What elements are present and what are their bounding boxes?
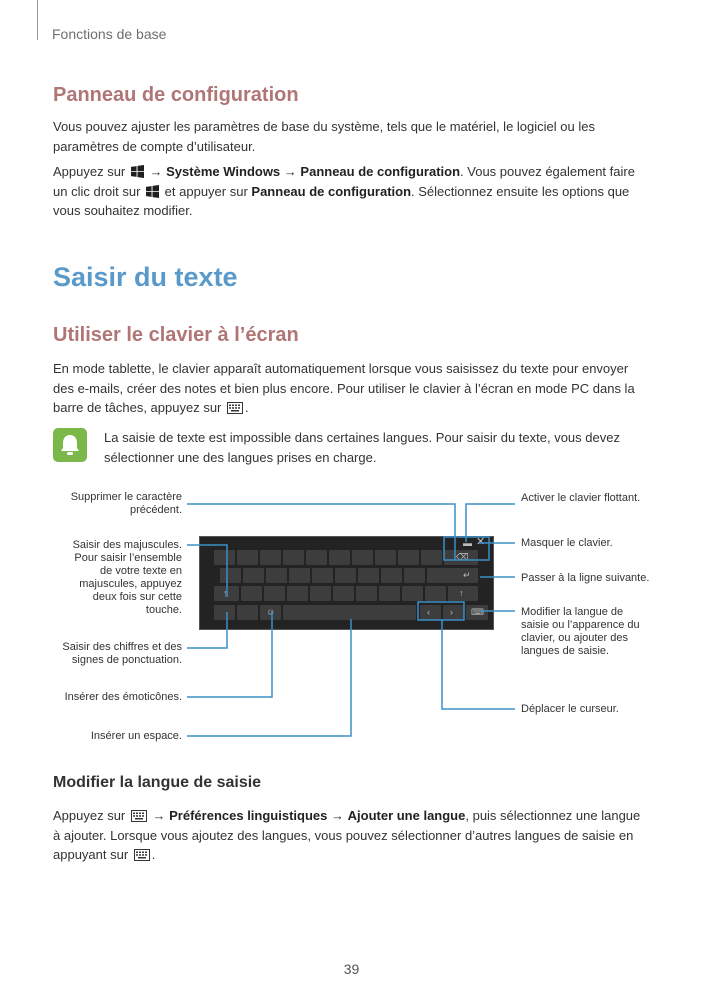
close-icon: ✕ [476, 536, 486, 548]
callout-backspace: Supprimer le caractère précédent. [70, 491, 182, 516]
note-bell-icon [53, 428, 87, 462]
callout-shift: Saisir des majuscules. Pour saisir l’ensemble de votre texte en majuscules, appuyez deux fois sur cette touche. [72, 539, 182, 616]
menu-path-add-language: Ajouter une langue [347, 808, 466, 823]
menu-path-control-panel: Panneau de configuration [251, 183, 412, 199]
spacebar [283, 605, 416, 620]
callout-language: Modifier la langue de saisie ou l’apparence du clavier, ou ajouter des langues de saisie. [521, 606, 640, 657]
symbols-key [214, 605, 235, 620]
onscreen-keyboard-image: ▬ ✕ ⌫ ↵ ↑ ↑ ☺ ‹ › ⌨ [199, 536, 494, 630]
text-run: . Vous pouvez également faire un clic droit sur [53, 164, 635, 199]
windows-start-icon [146, 185, 159, 198]
running-header: Fonctions de base [52, 26, 167, 42]
shift-key: ↑ [214, 586, 239, 601]
callout-space: Insérer un espace. [90, 730, 182, 742]
arrow: → [331, 808, 344, 823]
section-title-onscreen-keyboard: Utiliser le clavier à l’écran [53, 324, 299, 346]
float-keyboard-icon: ▬ [463, 538, 472, 548]
text-run: . [151, 847, 156, 862]
callout-symbols: Saisir des chiffres et des signes de ponctuation. [62, 641, 182, 666]
text-run: , puis sélectionnez une langue à ajouter. Lorsque vous ajoutez des langues, vous pouvez sélectionner d’autres langues de saisie en appuyant sur [53, 808, 641, 862]
margin-rule [37, 0, 38, 40]
text-run: Appuyez sur [53, 808, 126, 823]
language-key: ⌨ [466, 605, 488, 620]
cursor-right-key: › [443, 605, 464, 620]
text-run: Appuyez sur [53, 164, 126, 179]
callout-float-keyboard: Activer le clavier flottant. [521, 492, 641, 504]
callout-cursor: Déplacer le curseur. [521, 703, 619, 715]
text-run: . [245, 400, 249, 415]
note-text: La saisie de texte est impossible dans certaines langues. Pour saisir du texte, vous devez sélectionner une des langues prises en charge. [104, 430, 620, 465]
main-title-text-input: Saisir du texte [53, 262, 238, 292]
control-panel-intro: Vous pouvez ajuster les paramètres de base du système, tels que le matériel, le logiciel ou les paramètres de compte d’utilisateur. [53, 119, 595, 154]
callout-hide-keyboard: Masquer le clavier. [521, 537, 613, 549]
arrow: → [149, 164, 163, 179]
windows-start-icon [131, 165, 144, 178]
keyboard-icon [134, 849, 150, 861]
page-number: 39 [343, 961, 360, 977]
backspace-key: ⌫ [444, 550, 478, 565]
text-run: . Sélectionnez ensuite les options que vous souhaitez modifier. [53, 183, 630, 218]
menu-path-control-panel: Panneau de configuration [300, 164, 461, 179]
cursor-left-key: ‹ [420, 605, 441, 620]
callout-enter: Passer à la ligne suivante. [521, 572, 650, 584]
text-run: et appuyer sur [164, 183, 248, 199]
text-run: En mode tablette, le clavier apparaît automatiquement lorsque vous saisissez du texte pour envoyer des e-mails, créer des notes et bien plus encore. Pour utiliser le clavier à l’écran en mode PC dans la barre de tâches, appuyez sur [53, 361, 635, 415]
menu-path-windows-system: Système Windows [166, 164, 281, 179]
callout-emoji: Insérer des émoticônes. [64, 691, 182, 703]
keyboard-icon [131, 810, 147, 822]
emoji-key: ☺ [260, 605, 281, 620]
control-panel-instructions [53, 162, 651, 221]
language-paragraph [53, 806, 651, 865]
section-title-input-language: Modifier la langue de saisie [53, 774, 262, 791]
arrow: → [283, 164, 297, 179]
enter-key: ↵ [427, 568, 478, 583]
keyboard-icon [227, 402, 243, 414]
arrow: → [152, 808, 166, 823]
keyboard-paragraph [53, 359, 651, 418]
section-title-control-panel: Panneau de configuration [53, 84, 299, 106]
menu-path-language-preferences: Préférences linguistiques [169, 808, 328, 823]
